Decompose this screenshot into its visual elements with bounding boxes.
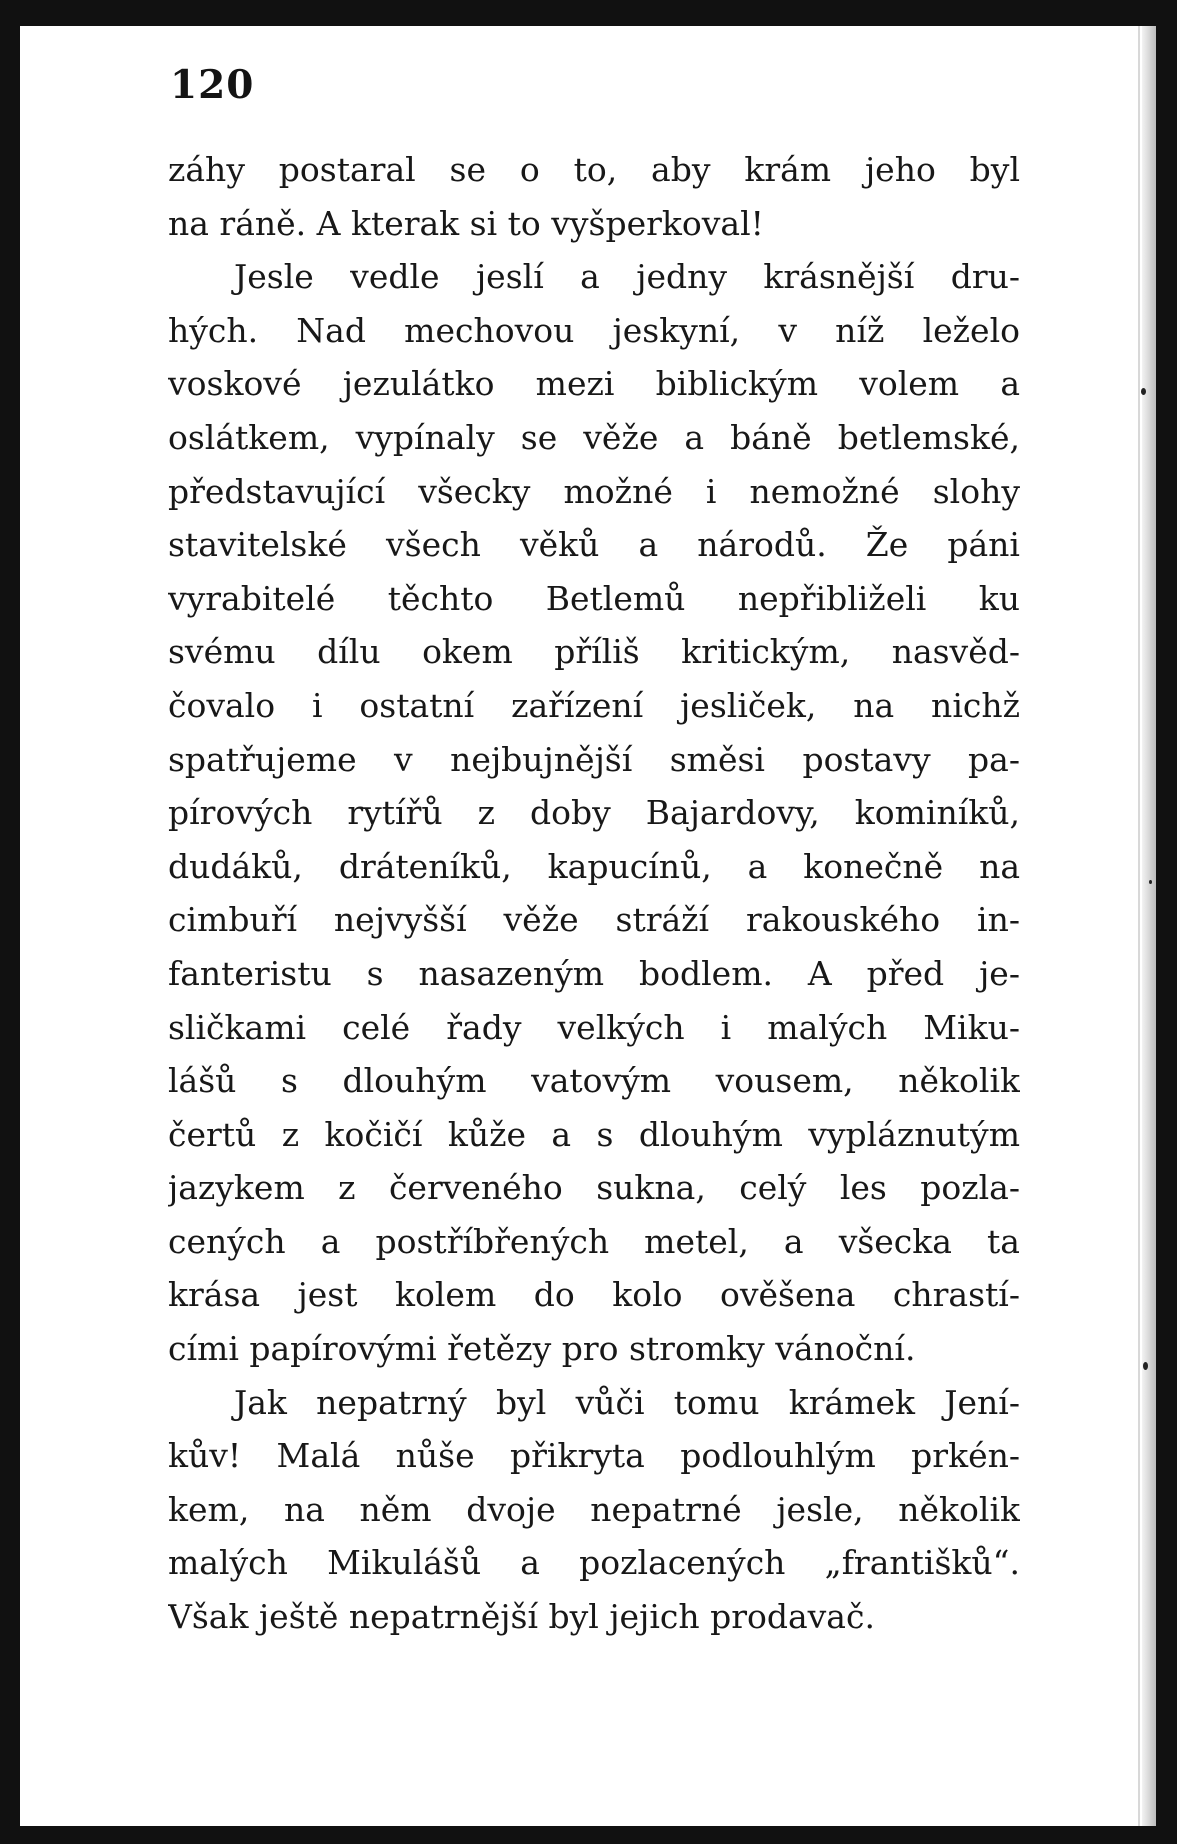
text-line: stavitelské všech věků a národů. Že páni (168, 525, 1020, 565)
scan-speck (1149, 880, 1152, 884)
text-line: sličkami celé řady velkých i malých Miku- (168, 1007, 1020, 1047)
text-line: spatřujeme v nejbujnější směsi postavy pa- (168, 739, 1020, 779)
text-line: Jesle vedle jeslí a jedny krásnější dru- (234, 257, 1020, 297)
text-line: Však ještě nepatrnější byl jejich prodavač. (168, 1597, 875, 1637)
text-line: kův! Malá nůše přikryta podlouhlým prkén- (168, 1436, 1020, 1476)
text-line: čertů z kočičí kůže a s dlouhým vypláznutým (168, 1114, 1020, 1154)
text-line: svému dílu okem příliš kritickým, nasvěd- (168, 632, 1020, 672)
text-line: dudáků, dráteníků, kapucínů, a konečně na (168, 846, 1020, 886)
text-line: vyrabitelé těchto Betlemů nepřibliželi ku (168, 578, 1020, 618)
text-line: cími papírovými řetězy pro stromky vánoční. (168, 1329, 916, 1369)
text-line: Jak nepatrný byl vůči tomu krámek Jení- (234, 1382, 1020, 1422)
text-line: oslátkem, vypínaly se věže a báně betlemské, (168, 417, 1020, 457)
text-line: představující všecky možné i nemožné slohy (168, 471, 1020, 511)
text-line: pírových rytířů z doby Bajardovy, kominíků, (168, 793, 1020, 833)
page-edge-shadow (1142, 26, 1156, 1826)
scan-border-right (1156, 0, 1177, 1844)
text-line: fanteristu s nasazeným bodlem. A před je- (168, 953, 1020, 993)
text-line: krása jest kolem do kolo ověšena chrastí- (168, 1275, 1020, 1315)
text-line: kem, na něm dvoje nepatrné jesle, několik (168, 1489, 1020, 1529)
scan-speck (1143, 1362, 1148, 1370)
text-line: na ráně. A kterak si to vyšperkoval! (168, 203, 764, 243)
text-line: voskové jezulátko mezi biblickým volem a (168, 364, 1020, 404)
scan-speck (1141, 388, 1146, 395)
scan-border-left (0, 0, 20, 1844)
text-line: záhy postaral se o to, aby krám jeho byl (168, 150, 1020, 189)
page-number: 120 (170, 62, 255, 108)
text-line: lášů s dlouhým vatovým vousem, několik (168, 1061, 1020, 1101)
text-line: čovalo i ostatní zařízení jesliček, na nichž (168, 685, 1020, 725)
text-line: cených a postříbřených metel, a všecka ta (168, 1221, 1020, 1261)
page-edge-line (1138, 26, 1140, 1826)
scan-border-top (0, 0, 1177, 26)
text-line: hých. Nad mechovou jeskyní, v níž leželo (168, 310, 1020, 350)
text-line: malých Mikulášů a pozlacených „františků“. (168, 1543, 1020, 1583)
text-line: cimbuří nejvyšší věže stráží rakouského in- (168, 900, 1020, 940)
body-text (168, 143, 1020, 1644)
text-line: jazykem z červeného sukna, celý les pozla- (168, 1168, 1020, 1208)
scan-border-bottom (0, 1826, 1177, 1844)
